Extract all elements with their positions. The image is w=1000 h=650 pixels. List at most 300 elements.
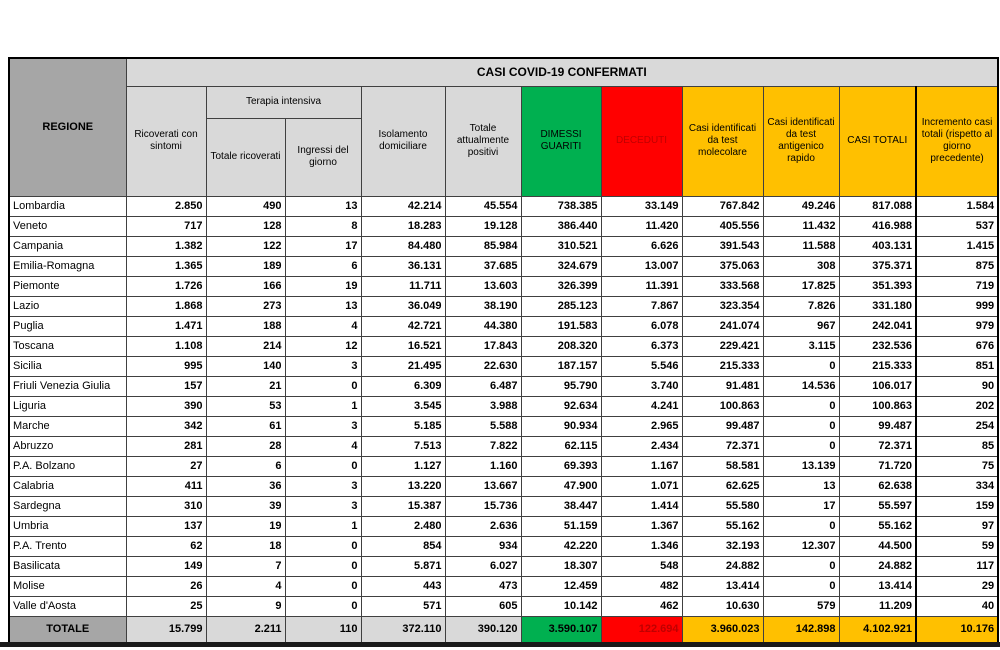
- value-cell: 8: [285, 216, 361, 236]
- value-cell: 15.736: [445, 496, 521, 516]
- region-cell: Liguria: [9, 396, 126, 416]
- value-cell: 676: [916, 336, 998, 356]
- value-cell: 1: [285, 396, 361, 416]
- total-value-cell: 372.110: [361, 616, 445, 643]
- value-cell: 189: [206, 256, 285, 276]
- value-cell: 7.867: [601, 296, 682, 316]
- value-cell: 999: [916, 296, 998, 316]
- table-row: [9, 336, 998, 356]
- value-cell: 0: [285, 376, 361, 396]
- region-cell: Calabria: [9, 476, 126, 496]
- value-cell: 717: [126, 216, 206, 236]
- value-cell: 241.074: [682, 316, 763, 336]
- column-header-incremento: Incremento casi totali (rispetto al giorno precedente): [916, 86, 998, 196]
- value-cell: 375.063: [682, 256, 763, 276]
- value-cell: 13.220: [361, 476, 445, 496]
- column-header-test-antigenico: Casi identificati da test antigenico rapido: [763, 86, 839, 196]
- total-value-cell: 122.694: [601, 616, 682, 643]
- value-cell: 334: [916, 476, 998, 496]
- table-row: [9, 456, 998, 476]
- region-cell: Campania: [9, 236, 126, 256]
- table-row: [9, 536, 998, 556]
- value-cell: 273: [206, 296, 285, 316]
- value-cell: 29: [916, 576, 998, 596]
- value-cell: 2.965: [601, 416, 682, 436]
- column-header-deceduti: DECEDUTI: [601, 86, 682, 196]
- value-cell: 605: [445, 596, 521, 616]
- value-cell: 1: [285, 516, 361, 536]
- region-cell: Friuli Venezia Giulia: [9, 376, 126, 396]
- value-cell: 571: [361, 596, 445, 616]
- value-cell: 11.711: [361, 276, 445, 296]
- value-cell: 6.309: [361, 376, 445, 396]
- value-cell: 7.826: [763, 296, 839, 316]
- region-cell: Basilicata: [9, 556, 126, 576]
- value-cell: 42.721: [361, 316, 445, 336]
- region-cell: P.A. Trento: [9, 536, 126, 556]
- value-cell: 187.157: [521, 356, 601, 376]
- value-cell: 995: [126, 356, 206, 376]
- value-cell: 40: [916, 596, 998, 616]
- value-cell: 9: [206, 596, 285, 616]
- value-cell: 3: [285, 476, 361, 496]
- covid-cases-table: [8, 57, 999, 644]
- value-cell: 0: [763, 516, 839, 536]
- value-cell: 11.209: [839, 596, 916, 616]
- value-cell: 462: [601, 596, 682, 616]
- value-cell: 13.667: [445, 476, 521, 496]
- value-cell: 13.414: [839, 576, 916, 596]
- region-cell: Emilia-Romagna: [9, 256, 126, 276]
- value-cell: 53: [206, 396, 285, 416]
- value-cell: 33.149: [601, 196, 682, 216]
- value-cell: 6: [285, 256, 361, 276]
- value-cell: 443: [361, 576, 445, 596]
- total-value-cell: 390.120: [445, 616, 521, 643]
- value-cell: 719: [916, 276, 998, 296]
- value-cell: 4: [285, 436, 361, 456]
- value-cell: 1.367: [601, 516, 682, 536]
- value-cell: 157: [126, 376, 206, 396]
- value-cell: 91.481: [682, 376, 763, 396]
- column-header-ricoverati: Ricoverati con sintomi: [126, 86, 206, 196]
- table-row: [9, 576, 998, 596]
- value-cell: 13.603: [445, 276, 521, 296]
- table-row: [9, 236, 998, 256]
- value-cell: 55.162: [839, 516, 916, 536]
- value-cell: 62.625: [682, 476, 763, 496]
- value-cell: 21: [206, 376, 285, 396]
- value-cell: 17.843: [445, 336, 521, 356]
- value-cell: 323.354: [682, 296, 763, 316]
- value-cell: 1.414: [601, 496, 682, 516]
- table-body: [9, 196, 998, 616]
- value-cell: 342: [126, 416, 206, 436]
- value-cell: 19: [206, 516, 285, 536]
- value-cell: 11.391: [601, 276, 682, 296]
- value-cell: 7: [206, 556, 285, 576]
- value-cell: 42.214: [361, 196, 445, 216]
- value-cell: 75: [916, 456, 998, 476]
- value-cell: 71.720: [839, 456, 916, 476]
- table-row: [9, 416, 998, 436]
- value-cell: 97: [916, 516, 998, 536]
- value-cell: 5.546: [601, 356, 682, 376]
- table-row: [9, 496, 998, 516]
- total-value-cell: 15.799: [126, 616, 206, 643]
- value-cell: 13.007: [601, 256, 682, 276]
- value-cell: 12: [285, 336, 361, 356]
- value-cell: 38.447: [521, 496, 601, 516]
- value-cell: 10.142: [521, 596, 601, 616]
- value-cell: 308: [763, 256, 839, 276]
- column-header-positivi: Totale attualmente positivi: [445, 86, 521, 196]
- value-cell: 59: [916, 536, 998, 556]
- region-cell: Marche: [9, 416, 126, 436]
- value-cell: 21.495: [361, 356, 445, 376]
- value-cell: 326.399: [521, 276, 601, 296]
- region-cell: Sicilia: [9, 356, 126, 376]
- value-cell: 38.190: [445, 296, 521, 316]
- value-cell: 26: [126, 576, 206, 596]
- value-cell: 254: [916, 416, 998, 436]
- value-cell: 3.988: [445, 396, 521, 416]
- value-cell: 6.626: [601, 236, 682, 256]
- value-cell: 106.017: [839, 376, 916, 396]
- value-cell: 5.185: [361, 416, 445, 436]
- value-cell: 2.480: [361, 516, 445, 536]
- value-cell: 1.071: [601, 476, 682, 496]
- region-cell: Veneto: [9, 216, 126, 236]
- value-cell: 411: [126, 476, 206, 496]
- value-cell: 90.934: [521, 416, 601, 436]
- value-cell: 2.850: [126, 196, 206, 216]
- value-cell: 99.487: [682, 416, 763, 436]
- value-cell: 22.630: [445, 356, 521, 376]
- value-cell: 473: [445, 576, 521, 596]
- table-row: [9, 556, 998, 576]
- value-cell: 19: [285, 276, 361, 296]
- value-cell: 0: [763, 576, 839, 596]
- column-header-dimessi-guariti: DIMESSI GUARITI: [521, 86, 601, 196]
- value-cell: 202: [916, 396, 998, 416]
- region-cell: Lombardia: [9, 196, 126, 216]
- value-cell: 0: [763, 356, 839, 376]
- value-cell: 1.382: [126, 236, 206, 256]
- value-cell: 967: [763, 316, 839, 336]
- table-row: [9, 276, 998, 296]
- value-cell: 3: [285, 356, 361, 376]
- table-row: [9, 296, 998, 316]
- value-cell: 128: [206, 216, 285, 236]
- value-cell: 191.583: [521, 316, 601, 336]
- value-cell: 24.882: [682, 556, 763, 576]
- value-cell: 10.630: [682, 596, 763, 616]
- value-cell: 0: [285, 456, 361, 476]
- value-cell: 6: [206, 456, 285, 476]
- table-row: [9, 256, 998, 276]
- value-cell: 6.487: [445, 376, 521, 396]
- value-cell: 0: [285, 536, 361, 556]
- value-cell: 6.027: [445, 556, 521, 576]
- value-cell: 6.373: [601, 336, 682, 356]
- value-cell: 5.871: [361, 556, 445, 576]
- value-cell: 117: [916, 556, 998, 576]
- value-cell: 62.638: [839, 476, 916, 496]
- column-header-ingressi-giorno: Ingressi del giorno: [285, 118, 361, 196]
- value-cell: 851: [916, 356, 998, 376]
- region-cell: Puglia: [9, 316, 126, 336]
- region-cell: Toscana: [9, 336, 126, 356]
- value-cell: 0: [763, 556, 839, 576]
- value-cell: 166: [206, 276, 285, 296]
- value-cell: 37.685: [445, 256, 521, 276]
- value-cell: 1.160: [445, 456, 521, 476]
- value-cell: 18.283: [361, 216, 445, 236]
- value-cell: 767.842: [682, 196, 763, 216]
- value-cell: 4.241: [601, 396, 682, 416]
- value-cell: 42.220: [521, 536, 601, 556]
- value-cell: 140: [206, 356, 285, 376]
- value-cell: 6.078: [601, 316, 682, 336]
- value-cell: 0: [763, 436, 839, 456]
- value-cell: 403.131: [839, 236, 916, 256]
- value-cell: 122: [206, 236, 285, 256]
- value-cell: 55.597: [839, 496, 916, 516]
- value-cell: 3.115: [763, 336, 839, 356]
- value-cell: 386.440: [521, 216, 601, 236]
- value-cell: 25: [126, 596, 206, 616]
- total-value-cell: 110: [285, 616, 361, 643]
- value-cell: 24.882: [839, 556, 916, 576]
- value-cell: 351.393: [839, 276, 916, 296]
- value-cell: 99.487: [839, 416, 916, 436]
- table-row: [9, 476, 998, 496]
- table-row: [9, 376, 998, 396]
- table-row: [9, 396, 998, 416]
- bottom-divider: [0, 642, 1000, 647]
- region-cell: Molise: [9, 576, 126, 596]
- column-header-test-molecolare: Casi identificati da test molecolare: [682, 86, 763, 196]
- value-cell: 100.863: [682, 396, 763, 416]
- value-cell: 92.634: [521, 396, 601, 416]
- value-cell: 281: [126, 436, 206, 456]
- value-cell: 15.387: [361, 496, 445, 516]
- table-title: CASI COVID-19 CONFERMATI: [126, 58, 998, 86]
- value-cell: 13: [285, 196, 361, 216]
- total-value-cell: 10.176: [916, 616, 998, 643]
- value-cell: 4: [206, 576, 285, 596]
- table-row: [9, 216, 998, 236]
- value-cell: 13: [763, 476, 839, 496]
- value-cell: 36.049: [361, 296, 445, 316]
- value-cell: 55.162: [682, 516, 763, 536]
- value-cell: 1.365: [126, 256, 206, 276]
- value-cell: 95.790: [521, 376, 601, 396]
- value-cell: 490: [206, 196, 285, 216]
- value-cell: 579: [763, 596, 839, 616]
- value-cell: 12.307: [763, 536, 839, 556]
- total-value-cell: 3.960.023: [682, 616, 763, 643]
- value-cell: 18: [206, 536, 285, 556]
- value-cell: 4: [285, 316, 361, 336]
- region-column-header: REGIONE: [9, 58, 126, 196]
- value-cell: 159: [916, 496, 998, 516]
- value-cell: 17: [763, 496, 839, 516]
- value-cell: 324.679: [521, 256, 601, 276]
- value-cell: 817.088: [839, 196, 916, 216]
- value-cell: 331.180: [839, 296, 916, 316]
- value-cell: 333.568: [682, 276, 763, 296]
- value-cell: 7.513: [361, 436, 445, 456]
- value-cell: 149: [126, 556, 206, 576]
- region-cell: Abruzzo: [9, 436, 126, 456]
- table-row: [9, 596, 998, 616]
- value-cell: 416.988: [839, 216, 916, 236]
- value-cell: 51.159: [521, 516, 601, 536]
- value-cell: 0: [285, 556, 361, 576]
- table-row: [9, 516, 998, 536]
- value-cell: 45.554: [445, 196, 521, 216]
- total-value-cell: 3.590.107: [521, 616, 601, 643]
- value-cell: 17.825: [763, 276, 839, 296]
- value-cell: 3: [285, 496, 361, 516]
- value-cell: 13: [285, 296, 361, 316]
- value-cell: 11.588: [763, 236, 839, 256]
- value-cell: 39: [206, 496, 285, 516]
- value-cell: 5.588: [445, 416, 521, 436]
- value-cell: 11.432: [763, 216, 839, 236]
- value-cell: 405.556: [682, 216, 763, 236]
- value-cell: 229.421: [682, 336, 763, 356]
- table-row: [9, 196, 998, 216]
- value-cell: 12.459: [521, 576, 601, 596]
- value-cell: 72.371: [839, 436, 916, 456]
- value-cell: 208.320: [521, 336, 601, 356]
- value-cell: 7.822: [445, 436, 521, 456]
- total-value-cell: 4.102.921: [839, 616, 916, 643]
- value-cell: 72.371: [682, 436, 763, 456]
- value-cell: 100.863: [839, 396, 916, 416]
- value-cell: 137: [126, 516, 206, 536]
- value-cell: 285.123: [521, 296, 601, 316]
- value-cell: 0: [285, 576, 361, 596]
- value-cell: 537: [916, 216, 998, 236]
- value-cell: 1.584: [916, 196, 998, 216]
- value-cell: 0: [763, 416, 839, 436]
- value-cell: 3.545: [361, 396, 445, 416]
- value-cell: 2.636: [445, 516, 521, 536]
- table-row: [9, 316, 998, 336]
- region-cell: Sardegna: [9, 496, 126, 516]
- value-cell: 62.115: [521, 436, 601, 456]
- value-cell: 875: [916, 256, 998, 276]
- table-total-row-container: [9, 616, 998, 643]
- value-cell: 1.868: [126, 296, 206, 316]
- value-cell: 242.041: [839, 316, 916, 336]
- value-cell: 2.434: [601, 436, 682, 456]
- value-cell: 215.333: [839, 356, 916, 376]
- total-value-cell: 142.898: [763, 616, 839, 643]
- value-cell: 1.167: [601, 456, 682, 476]
- value-cell: 390: [126, 396, 206, 416]
- value-cell: 548: [601, 556, 682, 576]
- value-cell: 3: [285, 416, 361, 436]
- value-cell: 49.246: [763, 196, 839, 216]
- region-cell: Umbria: [9, 516, 126, 536]
- value-cell: 979: [916, 316, 998, 336]
- column-header-totale-ricoverati: Totale ricoverati: [206, 118, 285, 196]
- value-cell: 47.900: [521, 476, 601, 496]
- region-cell: Lazio: [9, 296, 126, 316]
- region-cell: P.A. Bolzano: [9, 456, 126, 476]
- value-cell: 1.108: [126, 336, 206, 356]
- value-cell: 738.385: [521, 196, 601, 216]
- value-cell: 28: [206, 436, 285, 456]
- value-cell: 58.581: [682, 456, 763, 476]
- value-cell: 85: [916, 436, 998, 456]
- value-cell: 85.984: [445, 236, 521, 256]
- value-cell: 1.127: [361, 456, 445, 476]
- value-cell: 84.480: [361, 236, 445, 256]
- value-cell: 36: [206, 476, 285, 496]
- column-header-casi-totali: CASI TOTALI: [839, 86, 916, 196]
- value-cell: 69.393: [521, 456, 601, 476]
- value-cell: 1.346: [601, 536, 682, 556]
- value-cell: 55.580: [682, 496, 763, 516]
- value-cell: 934: [445, 536, 521, 556]
- value-cell: 482: [601, 576, 682, 596]
- value-cell: 16.521: [361, 336, 445, 356]
- value-cell: 44.380: [445, 316, 521, 336]
- value-cell: 0: [763, 396, 839, 416]
- table-row: [9, 356, 998, 376]
- value-cell: 310.521: [521, 236, 601, 256]
- value-cell: 32.193: [682, 536, 763, 556]
- value-cell: 13.414: [682, 576, 763, 596]
- total-row: [9, 616, 998, 643]
- value-cell: 214: [206, 336, 285, 356]
- total-label-cell: TOTALE: [9, 616, 126, 643]
- value-cell: 375.371: [839, 256, 916, 276]
- value-cell: 44.500: [839, 536, 916, 556]
- value-cell: 61: [206, 416, 285, 436]
- value-cell: 310: [126, 496, 206, 516]
- value-cell: 0: [285, 596, 361, 616]
- value-cell: 36.131: [361, 256, 445, 276]
- value-cell: 13.139: [763, 456, 839, 476]
- region-cell: Valle d'Aosta: [9, 596, 126, 616]
- value-cell: 19.128: [445, 216, 521, 236]
- value-cell: 11.420: [601, 216, 682, 236]
- value-cell: 27: [126, 456, 206, 476]
- total-value-cell: 2.211: [206, 616, 285, 643]
- value-cell: 62: [126, 536, 206, 556]
- value-cell: 14.536: [763, 376, 839, 396]
- value-cell: 1.415: [916, 236, 998, 256]
- value-cell: 188: [206, 316, 285, 336]
- column-group-terapia-intensiva: Terapia intensiva: [206, 86, 361, 118]
- value-cell: 17: [285, 236, 361, 256]
- value-cell: 391.543: [682, 236, 763, 256]
- column-header-isolamento: Isolamento domiciliare: [361, 86, 445, 196]
- value-cell: 18.307: [521, 556, 601, 576]
- value-cell: 232.536: [839, 336, 916, 356]
- value-cell: 854: [361, 536, 445, 556]
- value-cell: 3.740: [601, 376, 682, 396]
- value-cell: 1.726: [126, 276, 206, 296]
- value-cell: 90: [916, 376, 998, 396]
